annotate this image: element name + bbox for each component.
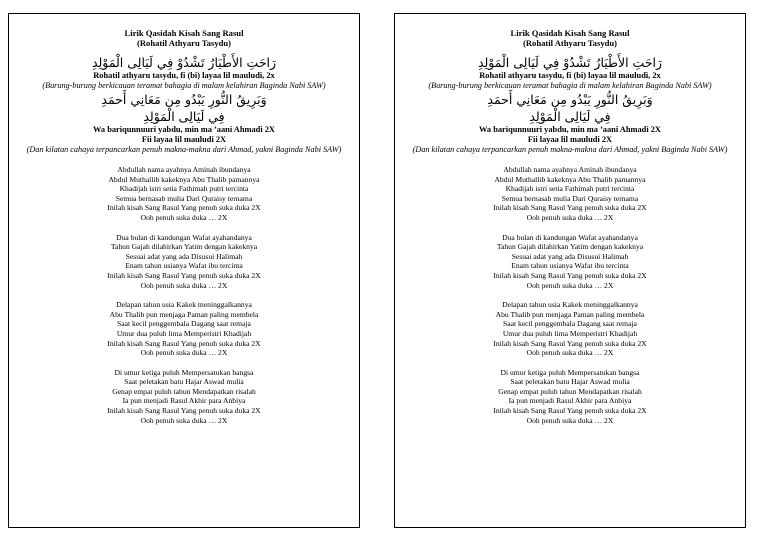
transliteration-line-1: Rohatil athyaru tasydu, fi (bi) layaa lil mauludi, 2x (93, 71, 275, 80)
arabic-line-1: رَاحَتِ الأَطْيَارُ تَشْدُوْ فِي لَيَالِى الْمَوْلِدِ (477, 55, 663, 70)
verse-line: Sesuai adat yang ada Disusui Halimah (125, 251, 243, 261)
arabic-line-1: رَاحَتِ الأَطْيَارُ تَشْدُوْ فِي لَيَالِى الْمَوْلِدِ (91, 55, 277, 70)
arabic-line-2: وَبَرِيقُ النُّورِ يَبْدُو مِن مَعَانِي أَحمَدِ (101, 92, 267, 107)
arabic-line-2: وَبَرِيقُ النُّورِ يَبْدُو مِن مَعَانِي أَحمَدِ (487, 92, 653, 107)
verse-line: Sesuai adat yang ada Disusui Halimah (511, 251, 629, 261)
transliteration-line-1: Rohatil athyaru tasydu, fi (bi) layaa lil mauludi, 2x (479, 71, 661, 80)
verse-line: Enam tahun usianya Wafat ibu tercinta (125, 261, 243, 271)
verse-line: Saat peletakan batu Hajar Aswad mulia (510, 377, 630, 387)
verse-line: Umur dua puluh lima Memperistri Khadijah (116, 328, 252, 338)
verse-line: Ooh penuh suka duka … 2X (140, 280, 228, 290)
verse-line: Enam tahun usianya Wafat ibu tercinta (511, 261, 629, 271)
verse-line: Delapan tahun usia Kakek meninggalkannya (502, 300, 638, 310)
verse (403, 165, 737, 223)
title-line-1: Lirik Qasidah Kisah Sang Rasul (510, 28, 630, 38)
verse (403, 233, 737, 291)
title-line-2: (Rohatil Athyaru Tasydu) (522, 38, 618, 48)
verse-line: Genap empat puluh tahun Mendapatkan risalah (112, 386, 256, 396)
verse-line: Di umur ketiga puluh Mempersatukan bangsa (500, 367, 640, 377)
verse-line: Genap empat puluh tahun Mendapatkan risalah (498, 386, 642, 396)
verse-line: Khadijah istri setia Fathimah putri tercinta (119, 184, 249, 194)
verse-line: Ooh penuh suka duka … 2X (140, 348, 228, 358)
verse (17, 368, 351, 426)
verse-line: Abdullah nama ayahnya Aminah ibundanya (503, 165, 637, 174)
verse-line: Abdullah nama ayahnya Aminah ibundanya (117, 165, 251, 174)
verse (403, 368, 737, 426)
verse-line: Inilah kisah Sang Rasul Yang penuh suka duka 2X (493, 270, 647, 280)
verse (403, 300, 737, 358)
verse-line: Di umur ketiga puluh Mempersatukan bangsa (114, 367, 254, 377)
transliteration-line-2: Wa bariqunnuuri yabdu, min ma ’aani Ahmadi 2X (93, 125, 275, 134)
translation-line-2: (Dan kilatan cahaya terpancarkan penuh makna-makna dari Ahmad, yakni Baginda Nabi SAW) (412, 145, 728, 154)
document-page-right (394, 13, 746, 528)
verse-line: Inilah kisah Sang Rasul Yang penuh suka duka 2X (493, 338, 647, 348)
verse-line: Ooh penuh suka duka … 2X (526, 415, 614, 425)
verse-line: Inilah kisah Sang Rasul Yang penuh suka duka 2X (107, 338, 261, 348)
verse-line: Tahun Gajah dilahirkan Yatim dengan kakeknya (496, 242, 644, 252)
verse (17, 233, 351, 291)
verse-line: Khadijah istri setia Fathimah putri tercinta (505, 184, 635, 194)
verses (17, 165, 351, 425)
verse-line: Dua bulan di kandungan Wafat ayahandanya (116, 232, 252, 242)
verse-line: Umur dua puluh lima Memperistri Khadijah (502, 328, 638, 338)
verse-line: Inilah kisah Sang Rasul Yang penuh suka duka 2X (493, 203, 647, 213)
verse-line: Inilah kisah Sang Rasul Yang penuh suka duka 2X (107, 203, 261, 213)
verse-line: Inilah kisah Sang Rasul Yang penuh suka duka 2X (107, 270, 261, 280)
verse-line: Ooh penuh suka duka … 2X (526, 212, 614, 222)
verse-line: Inilah kisah Sang Rasul Yang penuh suka duka 2X (493, 406, 647, 416)
verse-line: Semua bernasab mulia Dari Quraisy ternama (115, 193, 253, 203)
verse-line: Abdul Muthallib kakeknya Abu Thalib pamannya (494, 174, 646, 184)
verse (17, 165, 351, 223)
verse-line: Ooh penuh suka duka … 2X (526, 348, 614, 358)
verse-line: Semua bernasab mulia Dari Quraisy ternama (501, 193, 639, 203)
transliteration-line-2: Wa bariqunnuuri yabdu, min ma ’aani Ahmadi 2X (479, 125, 661, 134)
verse-line: Tahun Gajah dilahirkan Yatim dengan kakeknya (110, 242, 258, 252)
verse-line: Ooh penuh suka duka … 2X (140, 415, 228, 425)
verse-line: Ia pun menjadi Rasul Akhir para Anbiya (508, 396, 632, 406)
verse (17, 300, 351, 358)
verse-line: Delapan tahun usia Kakek meninggalkannya (116, 300, 252, 310)
translation-line-2: (Dan kilatan cahaya terpancarkan penuh makna-makna dari Ahmad, yakni Baginda Nabi SAW) (26, 145, 342, 154)
verse-line: Abdul Muthallib kakeknya Abu Thalib pamannya (108, 174, 260, 184)
verse-line: Dua bulan di kandungan Wafat ayahandanya (502, 232, 638, 242)
arabic-line-3: فِي لَيَالِى الْمَوْلِدِ (529, 109, 611, 124)
translation-line-1: (Burung-burung berkicauan teramat bahagia di malam kelahiran Baginda Nabi SAW) (428, 81, 712, 90)
transliteration-line-3: Fii layaa lil mauludi 2X (141, 135, 227, 144)
verse-line: Ia pun menjadi Rasul Akhir para Anbiya (122, 396, 246, 406)
verse-line: Abu Thalib pun menjaga Paman paling membela (495, 309, 645, 319)
verse-line: Saat kecil penggembala Dagang saat remaja (117, 319, 251, 329)
transliteration-line-3: Fii layaa lil mauludi 2X (527, 135, 613, 144)
arabic-line-3: فِي لَيَالِى الْمَوْلِدِ (143, 109, 225, 124)
verse-line: Ooh penuh suka duka … 2X (140, 212, 228, 222)
document-page-left (8, 13, 360, 528)
title-line-2: (Rohatil Athyaru Tasydu) (136, 38, 232, 48)
verse-line: Inilah kisah Sang Rasul Yang penuh suka duka 2X (107, 406, 261, 416)
verse-line: Abu Thalib pun menjaga Paman paling membela (109, 309, 259, 319)
verse-line: Ooh penuh suka duka … 2X (526, 280, 614, 290)
verse-line: Saat peletakan batu Hajar Aswad mulia (124, 377, 244, 387)
verse-line: Saat kecil penggembala Dagang saat remaja (503, 319, 637, 329)
translation-line-1: (Burung-burung berkicauan teramat bahagia di malam kelahiran Baginda Nabi SAW) (42, 81, 326, 90)
verses (403, 165, 737, 425)
title-line-1: Lirik Qasidah Kisah Sang Rasul (124, 28, 244, 38)
